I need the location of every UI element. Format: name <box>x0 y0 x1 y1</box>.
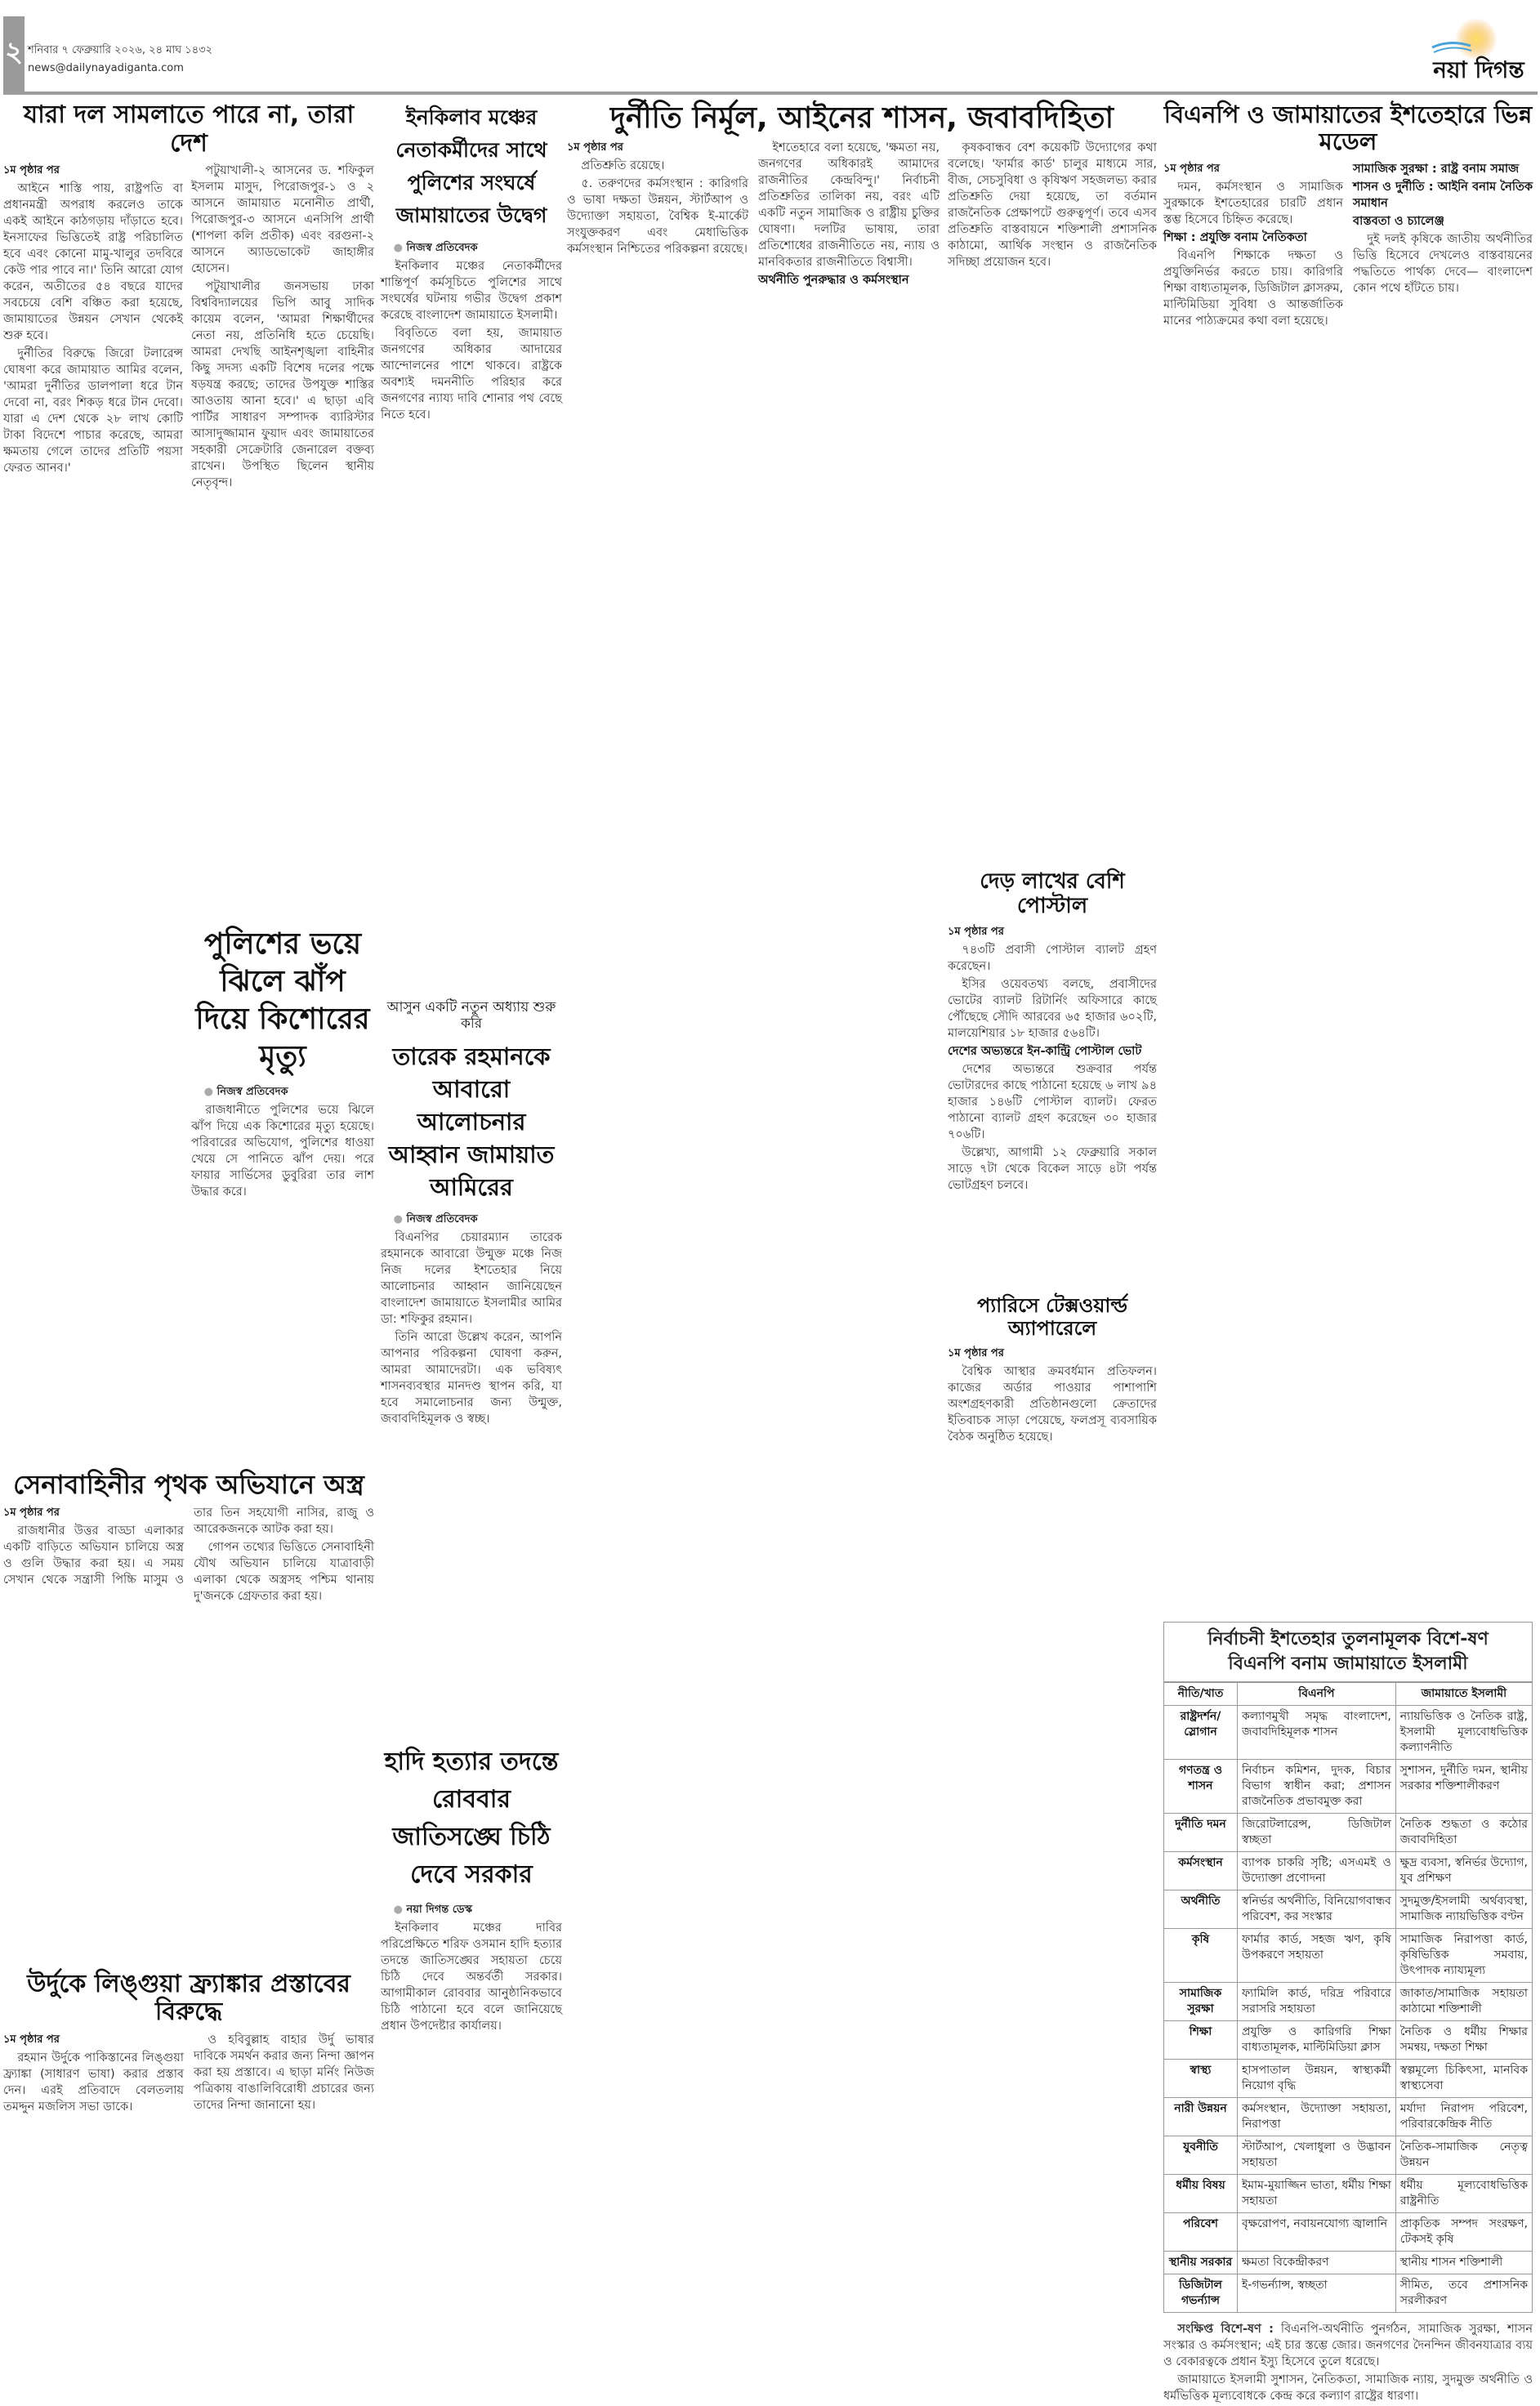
jamaat-cell: সামাজিক নিরাপত্তা কার্ড, কৃষিভিত্তিক সমবায়, উৎপাদক ন্যায্যমূল্য <box>1395 1928 1532 1982</box>
table-row <box>1164 1982 1533 2020</box>
paragraph: উল্লেখ্য, আগামী ১২ ফেব্রুয়ারি সকাল সাড়ে ৭টা থেকে বিকেল সাড়ে ৪টা পর্যন্ত ভোটগ্রহণ চলবে। <box>948 1146 1157 1193</box>
paragraph: দেশের অভ্যন্তরে শুক্রবার পর্যন্ত ভোটারদের কাছে পাঠানো হয়েছে ৬ লাখ ৯৪ হাজার ১৪৬টি পোস্টাল ব্যালট। ফেরত পাঠানো ব্যালট গ্রহণ করেছেন ৩০ হাজার ৭০৬টি। <box>948 1063 1157 1142</box>
policy-sector-cell: কর্মসংস্থান <box>1164 1851 1238 1890</box>
article-teen-death <box>191 1081 374 1202</box>
kicker: ১ম পৃষ্ঠার পর <box>3 2033 60 2046</box>
kicker-new-chapter: আসুন একটি নতুন অধ্যায় শুরু করি <box>386 999 556 1032</box>
article-army-weapons <box>3 1505 374 1962</box>
paragraph: ইশতেহারে বলা হয়েছে, 'ক্ষমতা নয়, জনগণের অধিকারই আমাদের রাজনীতির কেন্দ্রবিন্দু।' নির্বাচনী প্রতিশ্রুতির তালিকা নয়, বরং এটি একটি নতুন সামাজিক ও রাষ্ট্রীয় চুক্তির ঘোষণা। দলটির ভাষায়, তারা প্রতিশোধের রাজনীতিতে নয়, ন্যায় ও মানবিকতার রাজনীতিতে বিশ্বাসী। <box>758 141 940 270</box>
article-corruption-rule-of-law <box>567 140 940 288</box>
headline-urdu-lingua-franca: উর্দুকে লিঙ্গুয়া ফ্র্যাঙ্কার প্রস্তাবের বিরুদ্ধে <box>27 1969 350 2027</box>
jamaat-cell: মর্যাদা নিরাপদ পরিবেশ, পরিবারকেন্দ্রিক নীতি <box>1395 2097 1532 2136</box>
policy-sector-cell: যুবনীতি <box>1164 2136 1238 2174</box>
policy-sector-cell: ধর্মীয় বিষয় <box>1164 2174 1238 2212</box>
subheading: সামাজিক সুরক্ষা : রাষ্ট্র বনাম সমাজ <box>1353 162 1520 176</box>
kicker: ১ম পৃষ্ঠার পর <box>1163 162 1220 175</box>
article-tarek-invite <box>381 1208 562 1429</box>
bnp-cell: হাসপাতাল উন্নয়ন, স্বাস্থ্যকর্মী নিয়োগ বৃদ্ধি <box>1238 2059 1396 2097</box>
headline-teen-death: পুলিশের ভয়ে ঝিলে ঝাঁপ দিয়ে কিশোরের মৃত্যু <box>195 927 370 1074</box>
policy-sector-cell: নারী উন্নয়ন <box>1164 2097 1238 2136</box>
paragraph: রহমান উর্দুকে পাকিস্তানের লিঙ্গুয়া ফ্র্যাঙ্কা (সাধারণ ভাষা) করার প্রস্তাব দেন। এরই প্রতিবাদে বেলতলায় তমদ্দুন মজলিস সভা ডাকে। <box>3 2051 184 2114</box>
table-row <box>1164 2020 1533 2059</box>
jamaat-cell: নৈতিক-সামাজিক নেতৃত্ব উন্নয়ন <box>1395 2136 1532 2174</box>
bnp-cell: ব্যাপক চাকরি সৃষ্টি; এসএমই ও উদ্যোক্তা প্রণোদনা <box>1238 1851 1396 1890</box>
bnp-cell: কর্মসংস্থান, উদ্যোক্তা সহায়তা, নিরাপত্তা <box>1238 2097 1396 2136</box>
bnp-cell: বৃক্ষরোপণ, নবায়নযোগ্য জ্বালানি <box>1238 2212 1396 2251</box>
summary-analysis <box>1163 2321 1533 2406</box>
headline-tarek-invite: তারেক রহমানকে আবারো আলোচনার আহ্বান জামায়াত আমিরের <box>388 1042 555 1202</box>
jamaat-cell: জাকাত/সামাজিক সহায়তা কাঠামো শক্তিশালী <box>1395 1982 1532 2020</box>
kicker: ১ম পৃষ্ঠার পর <box>3 164 60 176</box>
bnp-cell: ফার্মার কার্ড, সহজ ঋণ, কৃষি উপকরণে সহায়তা <box>1238 1928 1396 1982</box>
paragraph: রাজধানীর উত্তর বাড্ডা এলাকার একটি বাড়িতে অভিযান চালিয়ে অস্ত্র ও গুলি উদ্ধার করা হয়। এ সময় সেখান থেকে সন্ত্রাসী পিচ্চি মাসুম ও তার তিন সহযোগী নাসির, রাজু ও আরেকজনকে আটক করা হয়। <box>3 1506 374 1587</box>
block-tarek <box>381 997 562 1740</box>
page-number: ২ <box>3 16 25 92</box>
policy-sector-cell: পরিবেশ <box>1164 2212 1238 2251</box>
block-postal <box>948 867 1157 1292</box>
jamaat-cell: ন্যায়ভিত্তিক ও নৈতিক রাষ্ট্র, ইসলামী মূল্যবোধভিত্তিক কল্যাণনীতি <box>1395 1705 1532 1759</box>
bnp-cell: ই-গভর্ন্যান্স, স্বচ্ছতা <box>1238 2274 1396 2312</box>
article-hadi-un-letter <box>381 1899 562 2036</box>
headline-manifesto-models: বিএনপি ও জামায়াতের ইশতেহারে ভিন্ন মডেল <box>1163 100 1533 156</box>
bnp-cell: কল্যাণমুখী সমৃদ্ধ বাংলাদেশ, জবাবদিহিমূলক শাসন <box>1238 1705 1396 1759</box>
left-col2 <box>191 163 374 1202</box>
summary-paragraph: জামায়াতে ইসলামী সুশাসন, নৈতিকতা, সামাজিক ন্যায়, সুদমুক্ত অর্থনীতি ও ধর্মভিত্তিক মূল্যবোধকে কেন্দ্র করে কল্যাণ রাষ্ট্রের ধারণা। <box>1163 2373 1533 2403</box>
paragraph: ইসির ওয়েবতথ্য বলছে, প্রবাসীদের ভোটের ব্যালট রিটার্নিং অফিসারে কাছে পৌঁছেছে সৌদি আরবের ৬৫ হাজার ৬০২টি, মালয়েশিয়ার ১৮ হাজার ৫৬৪টি। <box>948 978 1157 1041</box>
article-corruption-col3 <box>948 140 1157 867</box>
bnp-cell: ইমাম-মুয়াজ্জিন ভাতা, ধর্মীয় শিক্ষা সহায়তা <box>1238 2174 1396 2212</box>
table-body <box>1164 1705 1533 2312</box>
table-row <box>1164 2212 1533 2251</box>
summary-text: বিএনপি-অর্থনীতি পুনর্গঠন, সামাজিক সুরক্ষা, শাসন সংস্কার ও কর্মসংস্থান; এই চার স্তম্ভে জোর। জনগণের দৈনন্দিন জীবনযাত্রার ব্যয় ও বেকারত্বকে প্রধান ইস্যু হিসেবে তুলে ধরেছে। <box>1163 2322 1533 2368</box>
policy-sector-cell: ডিজিটাল গভর্ন্যান্স <box>1164 2274 1238 2312</box>
paragraph: বৈশ্বিক আস্থার ক্রমবর্ধমান প্রতিফলন। কাজের অর্ডার পাওয়ার পাশাপাশি অংশগ্রহণকারী প্রতিষ্ঠানগুলো ক্রেতাদের ইতিবাচক সাড়া পেয়েছে, ফলপ্রসূ ব্যবসায়িক বৈঠক অনুষ্ঠিত হয়েছে। <box>948 1364 1157 1444</box>
jamaat-cell: স্বল্পমূল্যে চিকিৎসা, মানবিক স্বাস্থ্যসেবা <box>1395 2059 1532 2097</box>
byline: ● নয়া দিগন্ত ডেস্ক <box>381 1902 562 1918</box>
subheading: অর্থনীতি পুনরুদ্ধার ও কর্মসংস্থান <box>758 274 909 288</box>
headline-party-country: যারা দল সামলাতে পারে না, তারা দেশ <box>23 100 355 158</box>
section-mid-right <box>567 98 1157 1447</box>
bnp-cell: জিরোটলারেন্স, ডিজিটাল স্বচ্ছতা <box>1238 1813 1396 1851</box>
headline-army-weapons: সেনাবাহিনীর পৃথক অভিযানে অস্ত্র <box>13 1469 364 1500</box>
policy-sector-cell: রাষ্ট্রদর্শন/ স্লোগান <box>1164 1705 1238 1759</box>
table-header-cell: নীতি/খাত <box>1164 1682 1238 1705</box>
subheading: বাস্তবতা ও চ্যালেঞ্জ <box>1353 214 1444 228</box>
jamaat-cell: ক্ষুদ্র ব্যবসা, স্বনির্ভর উদ্যোগ, যুব প্রশিক্ষণ <box>1395 1851 1532 1890</box>
paragraph: দুই দলই কৃষিকে জাতীয় অর্থনীতির ভিত্তি হিসেবে দেখলেও বাস্তবায়নের পদ্ধতিতে পার্থক্য দেবে— বাংলাদেশ কোন পথে হাঁটতে চায়। <box>1353 232 1533 295</box>
policy-sector-cell: দুর্নীতি দমন <box>1164 1813 1238 1851</box>
jamaat-cell: সুদমুক্ত/ইসলামী অর্থব্যবস্থা, সামাজিক ন্যায়ভিত্তিক বণ্টন <box>1395 1890 1532 1928</box>
paragraph: তিনি আরো উল্লেখ করেন, আপনি আপনার পরিকল্পনা ঘোষণা করুন, আমরা আমাদেরটা। এক ভবিষ্যৎ শাসনব্যবস্থার মানদণ্ড স্থাপন করি, যা হবে সমালোচনার জন্য উন্মুক্ত, জবাবদিহিমূলক ও স্বচ্ছ। <box>381 1331 562 1426</box>
bnp-cell: নির্বাচন কমিশন, দুদক, বিচার বিভাগ স্বাধীন করা; প্রশাসন রাজনৈতিক প্রভাবমুক্ত করা <box>1238 1759 1396 1813</box>
paragraph: বিবৃতিতে বলা হয়, জামায়াত জনগণের অধিকার আদায়ের আন্দোলনের পাশে থাকবে। রাষ্ট্রকে অবশ্যই দমননীতি পরিহার করে জনগণের ন্যায্য দাবি শোনার পথ বেছে নিতে হবে। <box>381 327 562 422</box>
table-row <box>1164 2059 1533 2097</box>
table-row <box>1164 2274 1533 2312</box>
table-header-cell: বিএনপি <box>1238 1682 1396 1705</box>
section-right <box>1163 98 1533 2406</box>
newspaper-logo <box>1426 15 1532 88</box>
jamaat-cell: নৈতিক শুদ্ধতা ও কঠোর জবাবদিহিতা <box>1395 1813 1532 1851</box>
policy-sector-cell: অর্থনীতি <box>1164 1890 1238 1928</box>
subheading: শিক্ষা : প্রযুক্তি বনাম নৈতিকতা <box>1163 230 1307 244</box>
article-paris-texworld <box>948 1346 1157 1447</box>
table-row <box>1164 2251 1533 2274</box>
contact-email[interactable]: news@dailynayadiganta.com <box>28 62 184 74</box>
paragraph: আইনে শাস্তি পায়, রাষ্ট্রপতি বা প্রধানমন্ত্রী অপরাধ করলেও তাকে একই আইনে কাঠগড়ায় দাঁড়াতে হবে। ইনসাফের ভিত্তিতেই রাষ্ট্র পরিচালিত হবে এবং কোনো মামু-খালুর তদবিরে কেউ পার পাবে না।' তিনি আরো যোগ করেন, অতীতের ৫৪ বছরে যাদের সবচেয়ে বেশি বঞ্চিত করা হয়েছে, জামায়াতের উন্নয়ন সেখান থেকেই শুরু হবে। <box>3 182 183 342</box>
kicker: ১ম পৃষ্ঠার পর <box>567 141 623 154</box>
subheading: শাসন ও দুর্নীতি : আইনি বনাম নৈতিক সমাধান <box>1353 180 1533 210</box>
policy-sector-cell: স্থানীয় সরকার <box>1164 2251 1238 2274</box>
kicker: ১ম পৃষ্ঠার পর <box>948 1346 1004 1359</box>
header-rule <box>3 92 1538 95</box>
paragraph: দমন, কর্মসংস্থান ও সামাজিক সুরক্ষাকে ইশতেহারের চারটি প্রধান স্তম্ভ হিসেবে চিহ্নিত করেছে। <box>1163 180 1343 226</box>
kicker: ১ম পৃষ্ঠার পর <box>948 926 1004 939</box>
table-header-cell: জামায়াতে ইসলামী <box>1395 1682 1532 1705</box>
table-row <box>1164 1705 1533 1759</box>
article-party-country-col1 <box>3 163 183 1462</box>
paragraph: দুর্নীতির বিরুদ্ধে জিরো টলারেন্স ঘোষণা করে জামায়াত আমির বলেন, 'আমরা দুর্নীতির ডালপালা ধরে টান দেবো না, বরং শিকড় ধরে টান দেবো। যারা এ দেশ থেকে ২৮ লাখ কোটি টাকা বিদেশে পাচার করেছে, আমরা ক্ষমতায় গেলে তাদের প্রতিটি পয়সা ফেরত আনব।' <box>3 347 183 475</box>
kicker: ১ম পৃষ্ঠার পর <box>3 1506 60 1519</box>
jamaat-cell: স্থানীয় শাসন শক্তিশালী <box>1395 2251 1532 2274</box>
article-postal-ballots <box>948 924 1157 1195</box>
table-row <box>1164 1928 1533 1982</box>
bnp-cell: স্টার্টআপ, খেলাধুলা ও উদ্ভাবন সহায়তা <box>1238 2136 1396 2174</box>
byline: ● নিজস্ব প্রতিবেদক <box>381 240 562 257</box>
table-row <box>1164 1759 1533 1813</box>
headline-inqilab-clash: ইনকিলাব মঞ্চের নেতাকর্মীদের সাথে পুলিশের সংঘর্ষে জামায়াতের উদ্বেগ <box>395 105 547 227</box>
mid-right-col3 <box>948 140 1157 1446</box>
paragraph: প্রতিশ্রুতি রয়েছে। <box>581 159 665 173</box>
logo-text: নয়া দিগন্ত <box>1433 56 1524 83</box>
article-urdu-lingua-franca <box>3 2032 374 2116</box>
table-row <box>1164 2174 1533 2212</box>
byline: ● নিজস্ব প্রতিবেদক <box>381 1212 562 1228</box>
block-inqilab <box>381 98 562 997</box>
paragraph: বিএনপি শিক্ষাকে দক্ষতা ও প্রযুক্তিনির্ভর করতে চায়। কারিগরি শিক্ষা বাধ্যতামূলক, ডিজিটাল ক্লাসরুম, মাল্টিমিডিয়া সুবিধা ও আন্তর্জাতিক মানের পাঠ্যক্রমের কথা বলা হয়েছে। <box>1163 248 1343 328</box>
paragraph: ৭৪৩টি প্রবাসী পোস্টাল ব্যালট গ্রহণ করেছেন। <box>948 944 1157 974</box>
paragraph: কৃষকবান্ধব বেশ কয়েকটি উদ্যোগের কথা বলেছে। 'ফার্মার কার্ড' চালুর মাধ্যমে সার, বীজ, সেচসুবিধা ও কৃষিঋণ সহজলভ্য করার প্রতিশ্রুতি দেয়া হয়েছে, তা বর্তমান রাজনৈতিক প্রেক্ষাপটে গুরুত্বপূর্ণ। তবে এসব প্রতিশ্রুতি বাস্তবায়নে শক্তিশালী প্রশাসনিক কাঠামো, আর্থিক সংস্থান ও রাজনৈতিক সদিচ্ছা প্রয়োজন হবে। <box>948 141 1157 270</box>
headline-paris-texworld: প্যারিসে টেক্সওয়ার্ল্ড অ্যাপারেলে <box>977 1294 1127 1340</box>
section-left <box>3 98 374 2116</box>
article-inqilab-clash <box>381 237 562 425</box>
paragraph: ইনকিলাব মঞ্চের দাবির পরিপ্রেক্ষিতে শরিফ ওসমান হাদি হত্যার তদন্তে জাতিসঙ্ঘের সহায়তা চেয়ে চিঠি দেবে অন্তর্বর্তী সরকার। আগামীকাল রোববার আনুষ্ঠানিকভাবে চিঠি পাঠানো হবে বলে জানিয়েছে প্রধান উপদেষ্টার কার্যালয়। <box>381 1922 562 2033</box>
bnp-cell: ফ্যামিলি কার্ড, দরিদ্র পরিবারে সরাসরি সহায়তা <box>1238 1982 1396 2020</box>
policy-sector-cell: কৃষি <box>1164 1928 1238 1982</box>
paragraph: ৫. তরুণদের কর্মসংস্থান : কারিগরি ও ভাষা দক্ষতা উন্নয়ন, স্টার্টআপ ও উদ্যোক্তা সহায়তা, বৈশ্বিক ই-মার্কেট সংযুক্তকরণ এবং মেধাভিত্তিক কর্মসংস্থান নিশ্চিতের পরিকল্পনা রয়েছে। <box>567 177 748 257</box>
bnp-cell: স্বনির্ভর অর্থনীতি, বিনিয়োগবান্ধব পরিবেশ, কর সংস্কার <box>1238 1890 1396 1928</box>
policy-sector-cell: স্বাস্থ্য <box>1164 2059 1238 2097</box>
subheading: দেশের অভ্যন্তরে ইন-কান্ট্রি পোস্টাল ভোট <box>948 1045 1142 1059</box>
table-title <box>1163 1622 1533 1682</box>
manifesto-comparison-table <box>1163 1622 1533 2313</box>
paragraph: পটুয়াখালী-২ আসনের ড. শফিকুল ইসলাম মাসুদ, পিরোজপুর-১ ও ২ আসনে জামায়াত মনোনীত প্রার্থী, পিরোজপুর-৩ আসনে এনসিপি প্রার্থী (শাপলা কলি প্রতীক) এবং বরগুনা-২ আসনে অ্যাডভোকেট জাহাঙ্গীর হোসেন। <box>191 164 374 275</box>
table-header-row <box>1164 1682 1533 1705</box>
headline-hadi-un-letter: হাদি হত্যার তদন্তে রোববার জাতিসঙ্ঘে চিঠি দেবে সরকার <box>384 1748 559 1889</box>
jamaat-cell: ধর্মীয় মূল্যবোধভিত্তিক রাষ্ট্রনীতি <box>1395 2174 1532 2212</box>
paragraph: পটুয়াখালীর জনসভায় ঢাকা বিশ্ববিদ্যালয়ের ভিপি আবু সাদিক কায়েম বলেন, 'আমরা শিক্ষার্থীদের নেতা নয়, প্রতিনিধি হতে চেয়েছি। আমরা দেখছি আইনশৃঙ্খলা বাহিনীর কিছু সদস্য একটি বিশেষ দলের পক্ষে ষড়যন্ত্র করছে; তাদের উপযুক্ত শাস্তির আওতায় আনা হবে।' এ ছাড়া এবি পার্টির সাধারণ সম্পাদক ব্যারিস্টার আসাদুজ্জামান ফুয়াদ এবং জামায়াতের সহকারী সেক্রেটারি জেনারেল বক্তব্য রাখেন। উপস্থিত ছিলেন স্থানীয় নেতৃবৃন্দ। <box>191 280 374 489</box>
jamaat-cell: সীমিত, তবে প্রশাসনিক সরলীকরণ <box>1395 2274 1532 2312</box>
issue-date: শনিবার ৭ ফেব্রুয়ারি ২০২৬, ২৪ মাঘ ১৪৩২ <box>28 44 213 56</box>
table-title-line1: নির্বাচনী ইশতেহার তুলনামূলক বিশে-ষণ <box>1207 1628 1489 1649</box>
paragraph: বিএনপির চেয়ারম্যান তারেক রহমানকে আবারো উন্মুক্ত মঞ্চে নিজ নিজ দলের ইশতেহার নিয়ে আলোচনার আহ্বান জানিয়েছেন বাংলাদেশ জামায়াতে ইসলামীর আমির ডা: শফিকুর রহমান। <box>381 1231 562 1327</box>
table-row <box>1164 1851 1533 1890</box>
summary-label: সংক্ষিপ্ত বিশে-ষণ : <box>1177 2322 1274 2336</box>
paragraph: রাজধানীতে পুলিশের ভয়ে ঝিলে ঝাঁপ দিয়ে এক কিশোরের মৃত্যু হয়েছে। পরিবারের অভিযোগ, পুলিশের ধাওয়া খেয়ে সে পানিতে ঝাঁপ দেয়। পরে ফায়ার সার্ভিসের ডুবুরিরা তার লাশ উদ্ধার করে। <box>191 1104 374 1199</box>
headline-postal-ballots: দেড় লাখের বেশি পোস্টাল <box>980 869 1125 919</box>
policy-sector-cell: গণতন্ত্র ও শাসন <box>1164 1759 1238 1813</box>
table-row <box>1164 2136 1533 2174</box>
article-party-country-col2 <box>191 163 374 922</box>
table-row <box>1164 1813 1533 1851</box>
paragraph: ইনকিলাব মঞ্চের নেতাকর্মীদের শান্তিপূর্ণ কর্মসূচিতে পুলিশের সাথে সংঘর্ষের ঘটনায় গভীর উদ্বেগ প্রকাশ করেছে বাংলাদেশ জামায়াতে ইসলামী। <box>381 260 562 322</box>
section-mid-left <box>381 98 562 2036</box>
table-title-line2: বিএনপি বনাম জামায়াতে ইসলামী <box>1228 1653 1468 1674</box>
policy-sector-cell: সামাজিক সুরক্ষা <box>1164 1982 1238 2020</box>
article-manifesto-models <box>1163 161 1533 1615</box>
paragraph: ও হবিবুল্লাহ বাহার উর্দু ভাষার দাবিকে সমর্থন করার জন্য নিন্দা জ্ঞাপন করা হয় প্রস্তাবে। এ ছাড়া মর্নিং নিউজ পত্রিকায় বাঙালিবিরোধী প্রচারের জন্য তাদের নিন্দা জানানো হয়। <box>194 2033 374 2112</box>
bnp-cell: ক্ষমতা বিকেন্দ্রীকরণ <box>1238 2251 1396 2274</box>
jamaat-cell: নৈতিক ও ধর্মীয় শিক্ষার সমন্বয়, দক্ষতা শিক্ষা <box>1395 2020 1532 2059</box>
jamaat-cell: প্রাকৃতিক সম্পদ সংরক্ষণ, টেকসই কৃষি <box>1395 2212 1532 2251</box>
headline-corruption-rule-of-law: দুর্নীতি নির্মূল, আইনের শাসন, জবাবদিহিতা <box>609 101 1114 135</box>
byline: ● নিজস্ব প্রতিবেদক <box>191 1084 374 1100</box>
bnp-cell: প্রযুক্তি ও কারিগরি শিক্ষা বাধ্যতামূলক, মাল্টিমিডিয়া ক্লাস <box>1238 2020 1396 2059</box>
table-row <box>1164 1890 1533 1928</box>
table-row <box>1164 2097 1533 2136</box>
jamaat-cell: সুশাসন, দুর্নীতি দমন, স্থানীয় সরকার শক্তিশালীকরণ <box>1395 1759 1532 1813</box>
policy-sector-cell: শিক্ষা <box>1164 2020 1238 2059</box>
paragraph: গোপন তথ্যের ভিত্তিতে সেনাবাহিনী যৌথ অভিযান চালিয়ে যাত্রাবাড়ী এলাকা থেকে অস্ত্রসহ পশ্চিম থানায় দু'জনকে গ্রেফতার করা হয়। <box>194 1540 374 1603</box>
